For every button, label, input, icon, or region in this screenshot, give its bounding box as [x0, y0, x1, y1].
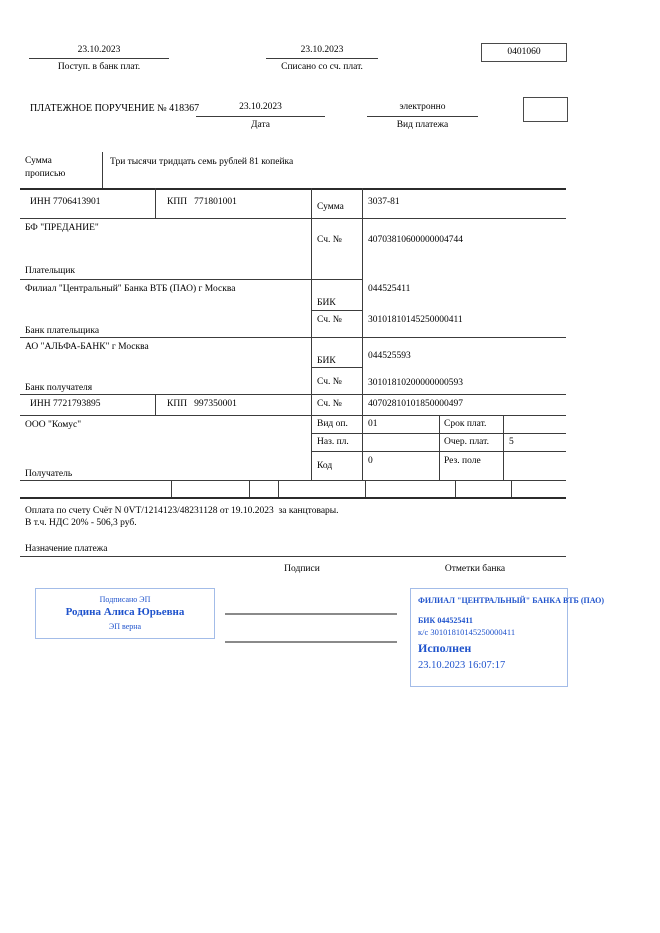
payee-name: ООО "Комус": [25, 420, 82, 430]
due-date-label: Срок плат.: [444, 419, 487, 429]
payer-inn: ИНН 7706413901: [30, 197, 101, 207]
payee-bank-name: АО "АЛЬФА-БАНК" г Москва: [25, 342, 149, 352]
stamp-status: Исполнен: [418, 641, 472, 655]
purpose-rule: [20, 556, 566, 557]
form-code: 0401060: [507, 47, 541, 57]
payer-name: БФ "ПРЕДАНИЕ": [25, 223, 99, 233]
payer-bank-name: Филиал "Центральный" Банка ВТБ (ПАО) г Москва: [25, 284, 236, 294]
ep-signature-stamp: [35, 588, 215, 639]
payee-bank-bik-label: БИК: [317, 356, 336, 366]
payer-account: 40703810600000004744: [368, 235, 463, 245]
code-value: 0: [368, 456, 373, 466]
form-code-box: [481, 43, 567, 62]
signature-line-1: [225, 613, 397, 615]
op-kind-label: Вид оп.: [317, 419, 348, 429]
ep-signer-name: Родина Алиса Юрьевна: [65, 606, 185, 618]
sum-value: 3037-81: [368, 197, 400, 207]
payment-kind-value: электронно: [399, 102, 446, 112]
stamp-corr-account: к/с 30101810145250000411: [418, 627, 516, 637]
document-title: ПЛАТЕЖНОЕ ПОРУЧЕНИЕ № 418367: [30, 103, 200, 114]
ep-verified-label: ЭП верна: [108, 622, 142, 631]
payee-bank-corr-account: 30101810200000000593: [368, 378, 463, 388]
priority-label: Очер. плат.: [444, 437, 489, 447]
table-top-rule: [20, 188, 566, 190]
bank-execution-stamp: [410, 588, 604, 687]
amount-in-words-label: Сумма прописью: [25, 156, 66, 179]
payer-kpp: КПП 771801001: [167, 197, 237, 207]
payee-bank-account-label: Сч. №: [317, 377, 342, 387]
received-in-bank-label: Поступ. в банк плат.: [57, 62, 141, 72]
payee-account-label: Сч. №: [317, 399, 342, 409]
payee-bank-bik: 044525593: [368, 351, 411, 361]
reserve-field-label: Рез. поле: [444, 456, 481, 466]
stamp-bank-name: ФИЛИАЛ "ЦЕНТРАЛЬНЫЙ" БАНКА ВТБ (ПАО): [418, 596, 604, 605]
payment-kind-underline: [367, 116, 478, 117]
debited-date: 23.10.2023: [300, 45, 344, 55]
date-underline: [196, 116, 325, 117]
signature-line-2: [225, 641, 397, 643]
received-underline: [29, 58, 169, 59]
payee-kpp: КПП 997350001: [167, 399, 237, 409]
bank-marks-label: Отметки банка: [444, 564, 506, 574]
payee-label: Получатель: [25, 469, 73, 479]
debited-label: Списано со сч. плат.: [281, 62, 363, 72]
signatures-label: Подписи: [284, 564, 320, 574]
purpose-label: Назначение платежа: [25, 544, 108, 554]
debited-underline: [266, 58, 378, 59]
payer-account-label: Сч. №: [317, 235, 342, 245]
status-code-box: [523, 97, 568, 122]
payer-bank-bik-label: БИК: [317, 298, 336, 308]
payer-bank-bik: 044525411: [368, 284, 411, 294]
payer-bank-account-label: Сч. №: [317, 315, 342, 325]
payment-kind-label: Вид платежа: [396, 120, 449, 130]
purpose-line2: В т.ч. НДС 20% - 506,3 руб.: [25, 518, 137, 528]
payee-inn: ИНН 7721793895: [30, 399, 101, 409]
payee-bank-label: Банк получателя: [25, 383, 93, 393]
amount-words-divider: [102, 152, 103, 189]
payer-label: Плательщик: [25, 266, 76, 276]
code-label: Код: [317, 461, 333, 471]
sum-label: Сумма: [317, 202, 344, 212]
stamp-datetime: 23.10.2023 16:07:17: [418, 660, 506, 671]
payer-bank-corr-account: 30101810145250000411: [368, 315, 463, 325]
ep-signed-label: Подписано ЭП: [99, 595, 151, 604]
priority-value: 5: [509, 437, 514, 447]
document-date: 23.10.2023: [239, 102, 282, 112]
amount-in-words: Три тысячи тридцать семь рублей 81 копейка: [110, 157, 294, 167]
table-bottom-rule: [20, 497, 566, 499]
received-in-bank-date: 23.10.2023: [77, 45, 121, 55]
purpose-line1: Оплата по счету Счёт N 0VT/1214123/48231128 от 19.10.2023 за канцтовары.: [25, 506, 339, 516]
op-kind-value: 01: [368, 419, 378, 429]
purpose-code-label: Наз. пл.: [317, 437, 349, 447]
payer-bank-label: Банк плательщика: [25, 326, 100, 336]
date-label: Дата: [251, 120, 270, 130]
payee-account: 40702810101850000497: [368, 399, 463, 409]
stamp-bik: БИК 044525411: [418, 616, 473, 625]
